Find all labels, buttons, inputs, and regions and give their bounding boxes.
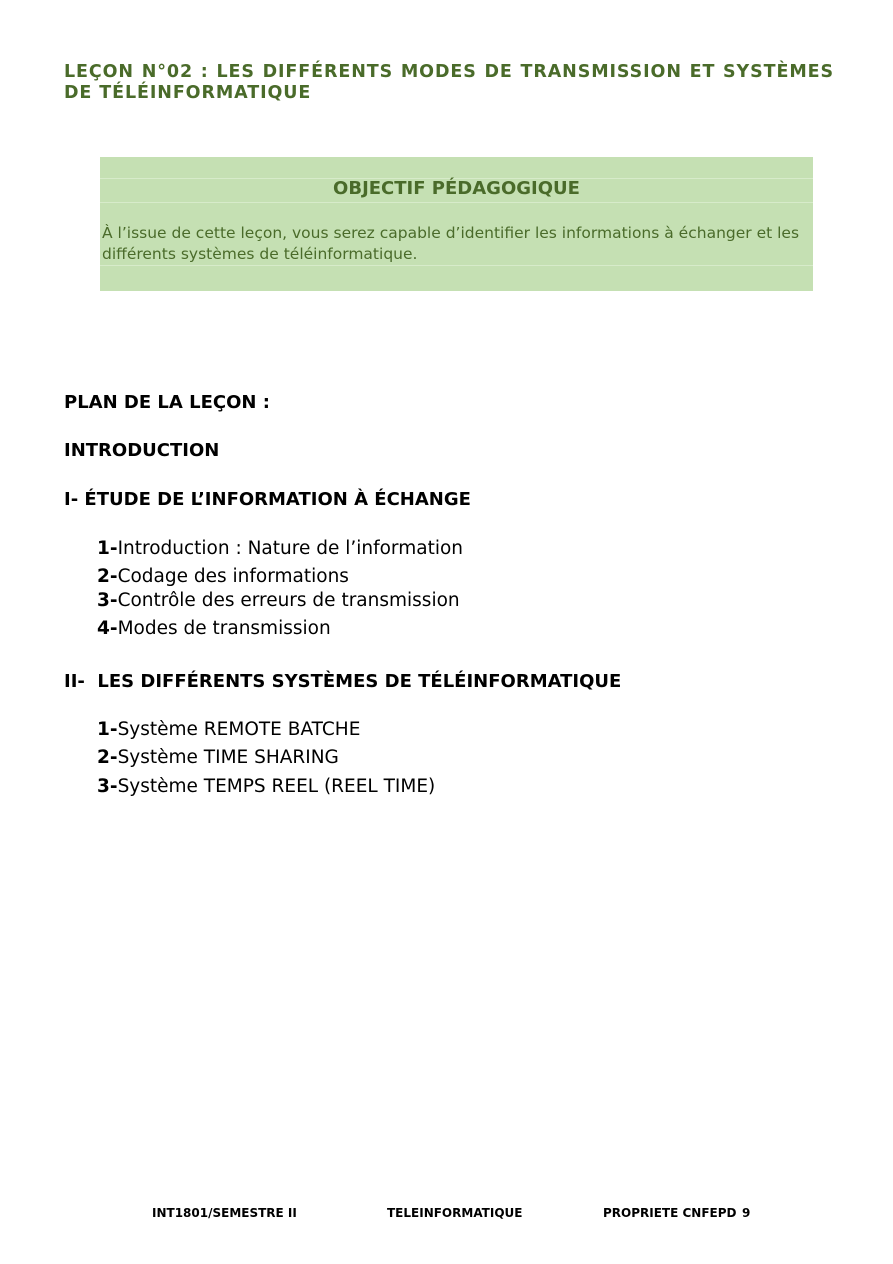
objective-heading: OBJECTIF PÉDAGOGIQUE <box>333 178 580 199</box>
box-rule <box>100 202 813 203</box>
objective-text: À l’issue de cette leçon, vous serez capable d’identifier les informations à échanger et les différents systèmes de téléinformatique. <box>102 224 800 263</box>
item-label: Système REMOTE BATCHE <box>117 719 361 740</box>
item-label: Contrôle des erreurs de transmission <box>117 590 460 611</box>
footer-owner: PROPRIETE CNFEPD <box>603 1206 737 1220</box>
section-1-item <box>97 617 331 641</box>
objective-box <box>100 157 813 291</box>
item-label: Système TIME SHARING <box>117 747 339 768</box>
item-number: 3- <box>97 776 118 797</box>
item-number: 1- <box>97 538 118 559</box>
section-2-item <box>97 718 360 742</box>
item-number: 2- <box>97 566 118 587</box>
introduction-heading: INTRODUCTION <box>64 440 220 461</box>
section-2-item <box>97 746 339 770</box>
lesson-title: LEÇON N°02 : LES DIFFÉRENTS MODES DE TRANSMISSION ET SYSTÈMES DE TÉLÉINFORMATIQUE <box>64 62 834 103</box>
footer-subject: TELEINFORMATIQUE <box>387 1206 523 1220</box>
section-2-title: II- LES DIFFÉRENTS SYSTÈMES DE TÉLÉINFORMATIQUE <box>64 671 622 692</box>
section-2-item <box>97 775 435 799</box>
item-label: Introduction : Nature de l’information <box>117 538 464 559</box>
item-number: 1- <box>97 719 118 740</box>
section-1-item <box>97 565 349 589</box>
section-1-item <box>97 589 460 613</box>
item-label: Modes de transmission <box>117 618 331 639</box>
item-number: 3- <box>97 590 118 611</box>
footer-course: INT1801/SEMESTRE II <box>152 1206 297 1220</box>
section-1-title: I- ÉTUDE DE L’INFORMATION À ÉCHANGE <box>64 489 471 510</box>
item-label: Système TEMPS REEL (REEL TIME) <box>117 776 436 797</box>
item-label: Codage des informations <box>117 566 349 587</box>
box-rule <box>100 265 813 266</box>
plan-heading: PLAN DE LA LEÇON : <box>64 392 270 413</box>
page-number: 9 <box>742 1206 751 1220</box>
item-number: 4- <box>97 618 118 639</box>
section-1-item <box>97 537 463 561</box>
item-number: 2- <box>97 747 118 768</box>
